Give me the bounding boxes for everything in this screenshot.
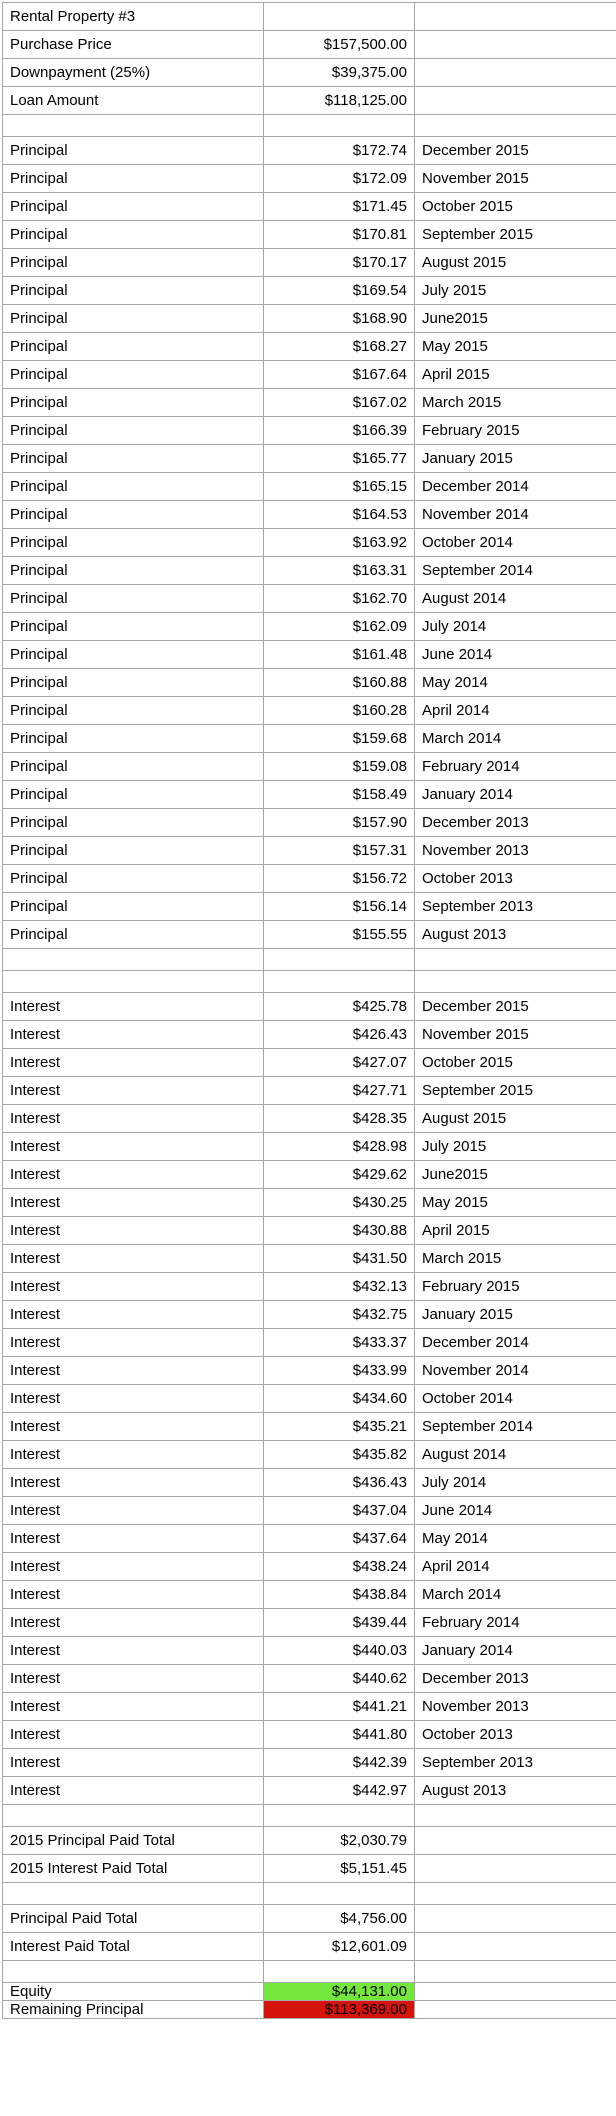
spacer-row: [3, 971, 616, 993]
downpayment-row-period-cell[interactable]: [415, 59, 616, 87]
interest-2015-total-row-label-cell[interactable]: 2015 Interest Paid Total: [3, 1855, 264, 1883]
principal-row-label-cell[interactable]: Principal: [3, 837, 264, 865]
spacer-row-label-cell[interactable]: [3, 1961, 264, 1983]
interest-row: [3, 1721, 616, 1749]
principal-row-value-cell[interactable]: $161.48: [264, 641, 415, 669]
principal-paid-total-row: [3, 1905, 616, 1933]
principal-row-period-cell[interactable]: May 2015: [415, 333, 616, 361]
principal-row: [3, 473, 616, 501]
principal-row-value-cell[interactable]: $167.64: [264, 361, 415, 389]
interest-row-period-cell[interactable]: July 2015: [415, 1133, 616, 1161]
interest-row-period-cell[interactable]: August 2015: [415, 1105, 616, 1133]
principal-row-period-cell[interactable]: October 2014: [415, 529, 616, 557]
principal-row-value-cell[interactable]: $172.09: [264, 165, 415, 193]
sheet-body: [3, 3, 616, 2019]
interest-row-value-cell[interactable]: $427.07: [264, 1049, 415, 1077]
principal-row-period-cell[interactable]: February 2015: [415, 417, 616, 445]
interest-2015-total-row-value-cell[interactable]: $5,151.45: [264, 1855, 415, 1883]
interest-row-period-cell[interactable]: September 2014: [415, 1413, 616, 1441]
interest-row-value-cell[interactable]: $441.21: [264, 1693, 415, 1721]
interest-row-value-cell[interactable]: $442.97: [264, 1777, 415, 1805]
interest-row-period-cell[interactable]: May 2015: [415, 1189, 616, 1217]
interest-row-label-cell[interactable]: Interest: [3, 1217, 264, 1245]
interest-row-label-cell[interactable]: Interest: [3, 1553, 264, 1581]
principal-row-value-cell[interactable]: $169.54: [264, 277, 415, 305]
interest-row: [3, 1581, 616, 1609]
principal-row-label-cell[interactable]: Principal: [3, 529, 264, 557]
principal-row: [3, 389, 616, 417]
principal-row-value-cell[interactable]: $157.90: [264, 809, 415, 837]
interest-row-label-cell[interactable]: Interest: [3, 1581, 264, 1609]
principal-row-label-cell[interactable]: Principal: [3, 809, 264, 837]
principal-row: [3, 445, 616, 473]
principal-row-label-cell[interactable]: Principal: [3, 305, 264, 333]
principal-row: [3, 333, 616, 361]
interest-row-value-cell[interactable]: $435.82: [264, 1441, 415, 1469]
spacer-row-value-cell[interactable]: [264, 1805, 415, 1827]
interest-row-period-cell[interactable]: July 2014: [415, 1469, 616, 1497]
loan-amount-row-label-cell[interactable]: Loan Amount: [3, 87, 264, 115]
principal-row-value-cell[interactable]: $162.09: [264, 613, 415, 641]
principal-row: [3, 697, 616, 725]
principal-row-label-cell[interactable]: Principal: [3, 557, 264, 585]
principal-row-label-cell[interactable]: Principal: [3, 893, 264, 921]
interest-row: [3, 1161, 616, 1189]
principal-row-period-cell[interactable]: March 2015: [415, 389, 616, 417]
interest-row: [3, 1609, 616, 1637]
principal-row-period-cell[interactable]: December 2015: [415, 137, 616, 165]
interest-row-label-cell[interactable]: Interest: [3, 1749, 264, 1777]
interest-row: [3, 1021, 616, 1049]
interest-row-period-cell[interactable]: January 2014: [415, 1637, 616, 1665]
interest-row-value-cell[interactable]: $441.80: [264, 1721, 415, 1749]
remaining-principal-row: [3, 2001, 616, 2019]
principal-paid-total-row-label-cell[interactable]: Principal Paid Total: [3, 1905, 264, 1933]
principal-row-period-cell[interactable]: September 2013: [415, 893, 616, 921]
interest-row-label-cell[interactable]: Interest: [3, 1665, 264, 1693]
spacer-row-period-cell[interactable]: [415, 971, 616, 993]
interest-row: [3, 1357, 616, 1385]
principal-row-period-cell[interactable]: September 2014: [415, 557, 616, 585]
interest-row-value-cell[interactable]: $426.43: [264, 1021, 415, 1049]
interest-row: [3, 1273, 616, 1301]
principal-row-label-cell[interactable]: Principal: [3, 277, 264, 305]
principal-row-period-cell[interactable]: October 2015: [415, 193, 616, 221]
principal-row: [3, 221, 616, 249]
interest-row: [3, 1497, 616, 1525]
principal-row-value-cell[interactable]: $165.77: [264, 445, 415, 473]
interest-2015-total-row: [3, 1855, 616, 1883]
interest-row-period-cell[interactable]: April 2014: [415, 1553, 616, 1581]
interest-row-label-cell[interactable]: Interest: [3, 1637, 264, 1665]
interest-row-value-cell[interactable]: $430.88: [264, 1217, 415, 1245]
spacer-row-label-cell[interactable]: [3, 1883, 264, 1905]
interest-row-label-cell[interactable]: Interest: [3, 1049, 264, 1077]
interest-row: [3, 1665, 616, 1693]
principal-row-label-cell[interactable]: Principal: [3, 641, 264, 669]
principal-row: [3, 193, 616, 221]
title-row-value-cell[interactable]: [264, 3, 415, 31]
principal-row-value-cell[interactable]: $160.88: [264, 669, 415, 697]
principal-row: [3, 753, 616, 781]
interest-row: [3, 1133, 616, 1161]
principal-row-label-cell[interactable]: Principal: [3, 669, 264, 697]
interest-row-value-cell[interactable]: $442.39: [264, 1749, 415, 1777]
interest-row: [3, 1189, 616, 1217]
principal-row-label-cell[interactable]: Principal: [3, 921, 264, 949]
interest-row-value-cell[interactable]: $437.04: [264, 1497, 415, 1525]
equity-row-value-cell[interactable]: $44,131.00: [264, 1983, 415, 2001]
title-row-label-cell[interactable]: Rental Property #3: [3, 3, 264, 31]
remaining-principal-row-period-cell[interactable]: [415, 2001, 616, 2019]
principal-row-period-cell[interactable]: May 2014: [415, 669, 616, 697]
purchase-price-row: [3, 31, 616, 59]
interest-row-period-cell[interactable]: October 2015: [415, 1049, 616, 1077]
interest-row-period-cell[interactable]: January 2015: [415, 1301, 616, 1329]
interest-row-value-cell[interactable]: $436.43: [264, 1469, 415, 1497]
purchase-price-row-period-cell[interactable]: [415, 31, 616, 59]
loan-amount-row-period-cell[interactable]: [415, 87, 616, 115]
principal-row-value-cell[interactable]: $168.27: [264, 333, 415, 361]
interest-row-period-cell[interactable]: November 2013: [415, 1693, 616, 1721]
principal-row: [3, 557, 616, 585]
interest-row-value-cell[interactable]: $425.78: [264, 993, 415, 1021]
principal-row: [3, 417, 616, 445]
principal-row-label-cell[interactable]: Principal: [3, 361, 264, 389]
interest-row-period-cell[interactable]: April 2015: [415, 1217, 616, 1245]
principal-row-value-cell[interactable]: $166.39: [264, 417, 415, 445]
interest-row-label-cell[interactable]: Interest: [3, 1077, 264, 1105]
principal-row-value-cell[interactable]: $170.81: [264, 221, 415, 249]
equity-row-label-cell[interactable]: Equity: [3, 1983, 264, 2001]
interest-row: [3, 1301, 616, 1329]
interest-row-period-cell[interactable]: August 2013: [415, 1777, 616, 1805]
interest-row: [3, 1105, 616, 1133]
interest-row-label-cell[interactable]: Interest: [3, 1329, 264, 1357]
spacer-row-value-cell[interactable]: [264, 971, 415, 993]
principal-row-label-cell[interactable]: Principal: [3, 417, 264, 445]
interest-row: [3, 1777, 616, 1805]
principal-row-label-cell[interactable]: Principal: [3, 333, 264, 361]
principal-row-period-cell[interactable]: November 2015: [415, 165, 616, 193]
principal-row: [3, 837, 616, 865]
interest-row-period-cell[interactable]: October 2013: [415, 1721, 616, 1749]
principal-row-value-cell[interactable]: $162.70: [264, 585, 415, 613]
interest-row-period-cell[interactable]: June 2014: [415, 1497, 616, 1525]
principal-row: [3, 361, 616, 389]
interest-row-value-cell[interactable]: $440.62: [264, 1665, 415, 1693]
interest-row: [3, 1553, 616, 1581]
interest-row-label-cell[interactable]: Interest: [3, 1441, 264, 1469]
principal-row: [3, 893, 616, 921]
principal-2015-total-row-period-cell[interactable]: [415, 1827, 616, 1855]
principal-row-period-cell[interactable]: October 2013: [415, 865, 616, 893]
spacer-row-value-cell[interactable]: [264, 1883, 415, 1905]
interest-row-value-cell[interactable]: $434.60: [264, 1385, 415, 1413]
principal-paid-total-row-period-cell[interactable]: [415, 1905, 616, 1933]
principal-row: [3, 809, 616, 837]
downpayment-row-label-cell[interactable]: Downpayment (25%): [3, 59, 264, 87]
interest-paid-total-row-label-cell[interactable]: Interest Paid Total: [3, 1933, 264, 1961]
interest-row-label-cell[interactable]: Interest: [3, 1245, 264, 1273]
principal-2015-total-row-label-cell[interactable]: 2015 Principal Paid Total: [3, 1827, 264, 1855]
principal-row-period-cell[interactable]: August 2013: [415, 921, 616, 949]
downpayment-row: [3, 59, 616, 87]
principal-row-period-cell[interactable]: November 2014: [415, 501, 616, 529]
spacer-row-period-cell[interactable]: [415, 115, 616, 137]
loan-amount-row-value-cell[interactable]: $118,125.00: [264, 87, 415, 115]
principal-row-value-cell[interactable]: $156.14: [264, 893, 415, 921]
principal-row-label-cell[interactable]: Principal: [3, 865, 264, 893]
interest-row-period-cell[interactable]: March 2014: [415, 1581, 616, 1609]
interest-row-period-cell[interactable]: June2015: [415, 1161, 616, 1189]
principal-row-label-cell[interactable]: Principal: [3, 473, 264, 501]
principal-row-label-cell[interactable]: Principal: [3, 585, 264, 613]
principal-row: [3, 781, 616, 809]
principal-row-value-cell[interactable]: $171.45: [264, 193, 415, 221]
interest-row-value-cell[interactable]: $437.64: [264, 1525, 415, 1553]
interest-2015-total-row-period-cell[interactable]: [415, 1855, 616, 1883]
principal-row-period-cell[interactable]: April 2014: [415, 697, 616, 725]
principal-row-period-cell[interactable]: March 2014: [415, 725, 616, 753]
principal-row-value-cell[interactable]: $163.92: [264, 529, 415, 557]
spacer-row-label-cell[interactable]: [3, 115, 264, 137]
principal-row: [3, 137, 616, 165]
principal-row-label-cell[interactable]: Principal: [3, 193, 264, 221]
principal-row-period-cell[interactable]: August 2014: [415, 585, 616, 613]
interest-row-label-cell[interactable]: Interest: [3, 1385, 264, 1413]
interest-row-label-cell[interactable]: Interest: [3, 1609, 264, 1637]
loan-amount-row: [3, 87, 616, 115]
interest-row-value-cell[interactable]: $433.37: [264, 1329, 415, 1357]
principal-row-value-cell[interactable]: $165.15: [264, 473, 415, 501]
interest-row-value-cell[interactable]: $431.50: [264, 1245, 415, 1273]
interest-row-label-cell[interactable]: Interest: [3, 1133, 264, 1161]
spacer-row-label-cell[interactable]: [3, 971, 264, 993]
spacer-row-period-cell[interactable]: [415, 1883, 616, 1905]
interest-row: [3, 1385, 616, 1413]
interest-paid-total-row: [3, 1933, 616, 1961]
principal-row: [3, 865, 616, 893]
amortization-table: [2, 2, 616, 2019]
interest-row-period-cell[interactable]: September 2015: [415, 1077, 616, 1105]
interest-row: [3, 1749, 616, 1777]
interest-row-label-cell[interactable]: Interest: [3, 1273, 264, 1301]
spacer-row: [3, 1883, 616, 1905]
principal-row: [3, 669, 616, 697]
interest-row-value-cell[interactable]: $430.25: [264, 1189, 415, 1217]
principal-row: [3, 165, 616, 193]
interest-row-period-cell[interactable]: November 2015: [415, 1021, 616, 1049]
spacer-row-period-cell[interactable]: [415, 1961, 616, 1983]
interest-row-period-cell[interactable]: May 2014: [415, 1525, 616, 1553]
remaining-principal-row-value-cell[interactable]: $113,369.00: [264, 2001, 415, 2019]
principal-2015-total-row: [3, 1827, 616, 1855]
principal-row-period-cell[interactable]: July 2014: [415, 613, 616, 641]
spacer-row-value-cell[interactable]: [264, 115, 415, 137]
interest-row-period-cell[interactable]: March 2015: [415, 1245, 616, 1273]
principal-row-period-cell[interactable]: December 2014: [415, 473, 616, 501]
interest-row: [3, 1637, 616, 1665]
interest-row-value-cell[interactable]: $439.44: [264, 1609, 415, 1637]
downpayment-row-value-cell[interactable]: $39,375.00: [264, 59, 415, 87]
principal-row-period-cell[interactable]: April 2015: [415, 361, 616, 389]
interest-row-period-cell[interactable]: December 2015: [415, 993, 616, 1021]
spacer-row-label-cell[interactable]: [3, 949, 264, 971]
interest-row: [3, 1441, 616, 1469]
interest-paid-total-row-period-cell[interactable]: [415, 1933, 616, 1961]
principal-row: [3, 585, 616, 613]
interest-row-value-cell[interactable]: $438.84: [264, 1581, 415, 1609]
interest-row-value-cell[interactable]: $432.75: [264, 1301, 415, 1329]
principal-row-value-cell[interactable]: $155.55: [264, 921, 415, 949]
interest-row: [3, 993, 616, 1021]
interest-row-label-cell[interactable]: Interest: [3, 1469, 264, 1497]
interest-row-label-cell[interactable]: Interest: [3, 1161, 264, 1189]
interest-row-value-cell[interactable]: $432.13: [264, 1273, 415, 1301]
principal-row: [3, 921, 616, 949]
interest-row: [3, 1049, 616, 1077]
principal-row-value-cell[interactable]: $163.31: [264, 557, 415, 585]
interest-row-label-cell[interactable]: Interest: [3, 1721, 264, 1749]
principal-row-label-cell[interactable]: Principal: [3, 753, 264, 781]
principal-row: [3, 277, 616, 305]
principal-row-value-cell[interactable]: $170.17: [264, 249, 415, 277]
interest-row-label-cell[interactable]: Interest: [3, 1413, 264, 1441]
principal-row-period-cell[interactable]: November 2013: [415, 837, 616, 865]
principal-row-period-cell[interactable]: December 2013: [415, 809, 616, 837]
interest-row-period-cell[interactable]: October 2014: [415, 1385, 616, 1413]
interest-row-label-cell[interactable]: Interest: [3, 1693, 264, 1721]
interest-row-label-cell[interactable]: Interest: [3, 1777, 264, 1805]
interest-row-period-cell[interactable]: February 2015: [415, 1273, 616, 1301]
spacer-row-label-cell[interactable]: [3, 1805, 264, 1827]
spacer-row: [3, 949, 616, 971]
principal-row-label-cell[interactable]: Principal: [3, 137, 264, 165]
interest-row: [3, 1329, 616, 1357]
principal-row-label-cell[interactable]: Principal: [3, 389, 264, 417]
interest-row-value-cell[interactable]: $433.99: [264, 1357, 415, 1385]
interest-row-period-cell[interactable]: August 2014: [415, 1441, 616, 1469]
principal-row: [3, 529, 616, 557]
principal-row-value-cell[interactable]: $158.49: [264, 781, 415, 809]
principal-2015-total-row-value-cell[interactable]: $2,030.79: [264, 1827, 415, 1855]
equity-row-period-cell[interactable]: [415, 1983, 616, 2001]
principal-row: [3, 613, 616, 641]
principal-row-label-cell[interactable]: Principal: [3, 221, 264, 249]
principal-row-value-cell[interactable]: $167.02: [264, 389, 415, 417]
spacer-row-value-cell[interactable]: [264, 949, 415, 971]
remaining-principal-row-label-cell[interactable]: Remaining Principal: [3, 2001, 264, 2019]
interest-row: [3, 1469, 616, 1497]
spacer-row: [3, 1805, 616, 1827]
interest-row-value-cell[interactable]: $427.71: [264, 1077, 415, 1105]
interest-row-value-cell[interactable]: $440.03: [264, 1637, 415, 1665]
principal-row-period-cell[interactable]: August 2015: [415, 249, 616, 277]
interest-row-value-cell[interactable]: $429.62: [264, 1161, 415, 1189]
interest-row: [3, 1245, 616, 1273]
interest-row-period-cell[interactable]: February 2014: [415, 1609, 616, 1637]
interest-row-value-cell[interactable]: $428.98: [264, 1133, 415, 1161]
purchase-price-row-value-cell[interactable]: $157,500.00: [264, 31, 415, 59]
interest-row: [3, 1217, 616, 1245]
principal-row-value-cell[interactable]: $160.28: [264, 697, 415, 725]
interest-row-value-cell[interactable]: $428.35: [264, 1105, 415, 1133]
principal-row-period-cell[interactable]: September 2015: [415, 221, 616, 249]
principal-row: [3, 641, 616, 669]
interest-paid-total-row-value-cell[interactable]: $12,601.09: [264, 1933, 415, 1961]
principal-row-label-cell[interactable]: Principal: [3, 781, 264, 809]
interest-row-label-cell[interactable]: Interest: [3, 1525, 264, 1553]
interest-row-value-cell[interactable]: $438.24: [264, 1553, 415, 1581]
principal-row-value-cell[interactable]: $159.68: [264, 725, 415, 753]
interest-row-label-cell[interactable]: Interest: [3, 993, 264, 1021]
principal-row-period-cell[interactable]: July 2015: [415, 277, 616, 305]
interest-row-label-cell[interactable]: Interest: [3, 1301, 264, 1329]
principal-row: [3, 305, 616, 333]
principal-row-label-cell[interactable]: Principal: [3, 165, 264, 193]
principal-row-period-cell[interactable]: February 2014: [415, 753, 616, 781]
interest-row-label-cell[interactable]: Interest: [3, 1189, 264, 1217]
spacer-row: [3, 1961, 616, 1983]
interest-row-period-cell[interactable]: December 2013: [415, 1665, 616, 1693]
interest-row-label-cell[interactable]: Interest: [3, 1021, 264, 1049]
spacer-row-value-cell[interactable]: [264, 1961, 415, 1983]
principal-row-label-cell[interactable]: Principal: [3, 249, 264, 277]
principal-row-value-cell[interactable]: $164.53: [264, 501, 415, 529]
principal-row-period-cell[interactable]: June2015: [415, 305, 616, 333]
principal-row-value-cell[interactable]: $156.72: [264, 865, 415, 893]
principal-row-period-cell[interactable]: January 2015: [415, 445, 616, 473]
interest-row-label-cell[interactable]: Interest: [3, 1357, 264, 1385]
interest-row-label-cell[interactable]: Interest: [3, 1497, 264, 1525]
interest-row: [3, 1413, 616, 1441]
spacer-row: [3, 115, 616, 137]
principal-row-label-cell[interactable]: Principal: [3, 445, 264, 473]
interest-row-period-cell[interactable]: September 2013: [415, 1749, 616, 1777]
principal-row: [3, 725, 616, 753]
principal-row-value-cell[interactable]: $159.08: [264, 753, 415, 781]
spacer-row-period-cell[interactable]: [415, 949, 616, 971]
interest-row-period-cell[interactable]: November 2014: [415, 1357, 616, 1385]
interest-row-label-cell[interactable]: Interest: [3, 1105, 264, 1133]
principal-row-value-cell[interactable]: $157.31: [264, 837, 415, 865]
principal-paid-total-row-value-cell[interactable]: $4,756.00: [264, 1905, 415, 1933]
interest-row: [3, 1077, 616, 1105]
interest-row-value-cell[interactable]: $435.21: [264, 1413, 415, 1441]
purchase-price-row-label-cell[interactable]: Purchase Price: [3, 31, 264, 59]
principal-row-period-cell[interactable]: January 2014: [415, 781, 616, 809]
title-row-period-cell[interactable]: [415, 3, 616, 31]
principal-row-label-cell[interactable]: Principal: [3, 501, 264, 529]
spacer-row-period-cell[interactable]: [415, 1805, 616, 1827]
title-row: [3, 3, 616, 31]
interest-row: [3, 1525, 616, 1553]
principal-row-label-cell[interactable]: Principal: [3, 613, 264, 641]
principal-row: [3, 249, 616, 277]
equity-row: [3, 1983, 616, 2001]
principal-row-period-cell[interactable]: June 2014: [415, 641, 616, 669]
principal-row-value-cell[interactable]: $172.74: [264, 137, 415, 165]
principal-row: [3, 501, 616, 529]
interest-row: [3, 1693, 616, 1721]
interest-row-period-cell[interactable]: December 2014: [415, 1329, 616, 1357]
principal-row-label-cell[interactable]: Principal: [3, 725, 264, 753]
principal-row-label-cell[interactable]: Principal: [3, 697, 264, 725]
principal-row-value-cell[interactable]: $168.90: [264, 305, 415, 333]
